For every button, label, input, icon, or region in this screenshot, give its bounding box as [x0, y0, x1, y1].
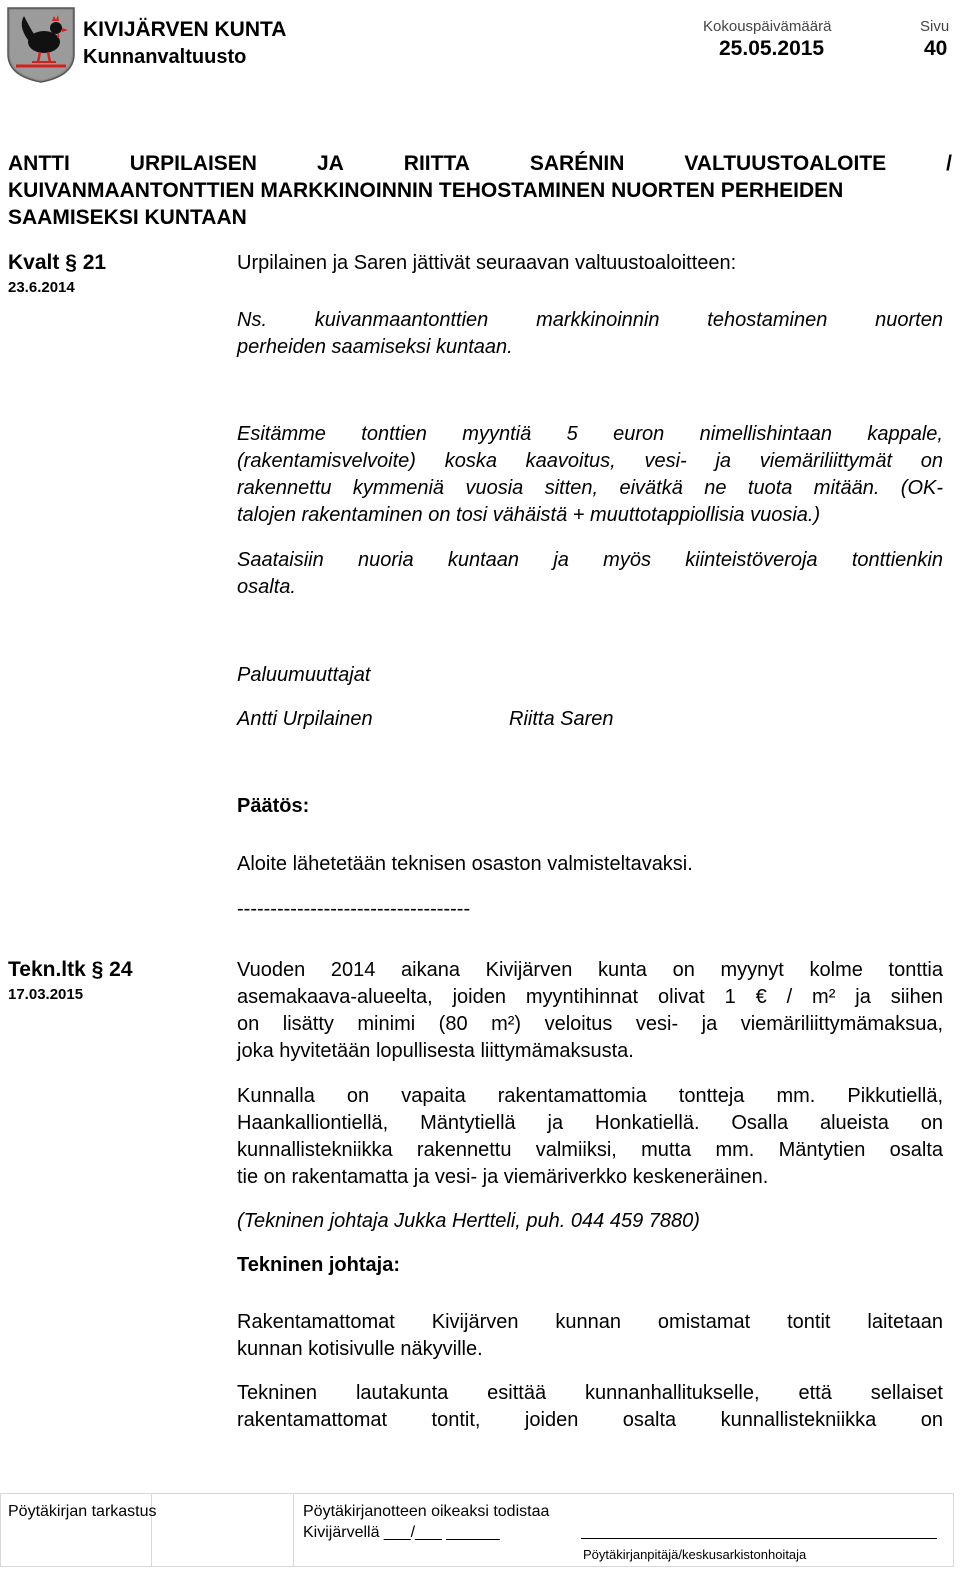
initiative-intro: Urpilainen ja Saren jättivät seuraavan valtuustoaloitteen: — [237, 252, 737, 274]
proposal-label: Tekninen johtaja: — [237, 1254, 400, 1276]
title-line-3: SAAMISEKSI KUNTAAN — [8, 206, 247, 229]
paragraph-line: rakentamattomat tontit, joiden osalta kunnallistekniikka on — [237, 1409, 943, 1431]
paragraph-line: Saataisiin nuoria kuntaan ja myös kiinteistöveroja tonttienkin — [237, 549, 943, 571]
initiative-paragraph-2 — [237, 547, 943, 601]
quote-line: perheiden saamiseksi kuntaan. — [237, 336, 513, 358]
certification-label: Pöytäkirjanotteen oikeaksi todistaa — [303, 1503, 550, 1520]
proposal-paragraph-2 — [237, 1380, 943, 1434]
report-paragraph-2 — [237, 1083, 943, 1191]
place-date-line: Kivijärvellä ___/___ ______ — [303, 1524, 500, 1541]
paragraph-line: Haankalliontiellä, Mäntytiellä ja Honkatiellä. Osalla alueista on — [237, 1112, 943, 1134]
section-body-ref: Tekn.ltk — [8, 958, 86, 981]
section-number: 24 — [109, 958, 133, 981]
decision-label: Päätös: — [237, 795, 310, 817]
paragraph-line: Vuoden 2014 aikana Kivijärven kunta on myynyt kolme tonttia — [237, 959, 943, 981]
paragraph-line: Esitämme tonttien myyntiä 5 euron nimellishintaan kappale, — [237, 423, 943, 445]
paragraph-line: (rakentamisvelvoite) koska kaavoitus, vesi- ja viemäriliittymät on — [237, 450, 943, 472]
quote-line: Ns. kuivanmaantonttien markkinoinnin tehostaminen nuorten — [237, 309, 943, 331]
decision-text: Aloite lähetetään teknisen osaston valmisteltavaksi. — [237, 853, 693, 875]
paragraph-line: Kunnalla on vapaita rakentamattomia tontteja mm. Pikkutiellä, — [237, 1085, 943, 1107]
minutes-review-label: Pöytäkirjan tarkastus — [8, 1503, 157, 1520]
footer-cell — [151, 1494, 294, 1566]
page-label: Sivu — [920, 18, 950, 35]
title-word: / — [946, 152, 952, 175]
initiative-paragraph-1 — [237, 421, 943, 529]
paragraph-line: talojen rakentaminen on tosi vähäistä + muuttotappiollisia vuosia.) — [237, 504, 821, 526]
section-reference — [8, 957, 133, 983]
section-reference — [8, 250, 106, 276]
paragraph-sign: § — [91, 958, 104, 981]
paragraph-line: on lisätty minimi (80 m²) veloitus vesi- ja viemäriliittymämaksua, — [237, 1013, 943, 1035]
report-paragraph-1 — [237, 957, 943, 1065]
signer-role: Pöytäkirjanpitäjä/keskusarkistonhoitaja — [583, 1547, 807, 1562]
section-date: 23.6.2014 — [8, 279, 75, 296]
page-number: 40 — [924, 37, 948, 60]
section-body-ref: Kvalt — [8, 251, 60, 274]
meeting-date-label: Kokouspäivämäärä — [703, 18, 832, 35]
title-word: JA — [316, 152, 344, 175]
initiative-quote — [237, 307, 943, 361]
proposal-paragraph-1 — [237, 1309, 943, 1363]
paragraph-line: rakennettu kymmeniä vuosia sitten, eivätkä ne tuota mitään. (OK- — [237, 477, 943, 499]
municipal-crest-logo — [6, 6, 76, 84]
title-word: RIITTA — [403, 152, 470, 175]
paragraph-line: kunnan kotisivulle näkyville. — [237, 1338, 483, 1360]
paragraph-sign: § — [65, 251, 77, 274]
meeting-date-value: 25.05.2015 — [719, 37, 825, 60]
paragraph-line: tie on rakentamatta ja vesi- ja viemäriverkko keskeneräinen. — [237, 1166, 769, 1188]
section-date: 17.03.2015 — [8, 986, 84, 1003]
section-separator: ----------------------------------- — [237, 898, 471, 920]
footer-box — [0, 1493, 954, 1567]
signature-line — [581, 1538, 937, 1539]
signature-group: Paluumuuttajat — [237, 664, 371, 686]
title-line-1 — [8, 150, 952, 177]
document-title — [8, 150, 952, 231]
title-word: SARÉNIN — [529, 152, 625, 175]
paragraph-line: osalta. — [237, 576, 296, 598]
paragraph-line: kunnallistekniikka rakennettu valmiiksi, mutta mm. Mäntytien osalta — [237, 1139, 943, 1161]
paragraph-line: asemakaava-alueelta, joiden myyntihinnat olivat 1 € / m² ja siihen — [237, 986, 943, 1008]
signer-2: Riitta Saren — [509, 708, 614, 730]
title-word: VALTUUSTOALOITE — [684, 152, 887, 175]
body-name: Kunnanvaltuusto — [83, 46, 247, 68]
section-number: 21 — [82, 251, 107, 274]
paragraph-line: Rakentamattomat Kivijärven kunnan omistamat tontit laitetaan — [237, 1311, 943, 1333]
contact-info: (Tekninen johtaja Jukka Hertteli, puh. 044 459 7880) — [237, 1210, 700, 1232]
organization-name: KIVIJÄRVEN KUNTA — [83, 18, 287, 41]
signer-1: Antti Urpilainen — [237, 708, 373, 730]
title-word: ANTTI — [8, 152, 70, 175]
title-word: URPILAISEN — [129, 152, 257, 175]
paragraph-line: Tekninen lautakunta esittää kunnanhallitukselle, että sellaiset — [237, 1382, 943, 1404]
title-line-2: KUIVANMAANTONTTIEN MARKKINOINNIN TEHOSTAMINEN NUORTEN PERHEIDEN — [8, 179, 844, 202]
paragraph-line: joka hyvitetään lopullisesta liittymämaksusta. — [237, 1040, 634, 1062]
